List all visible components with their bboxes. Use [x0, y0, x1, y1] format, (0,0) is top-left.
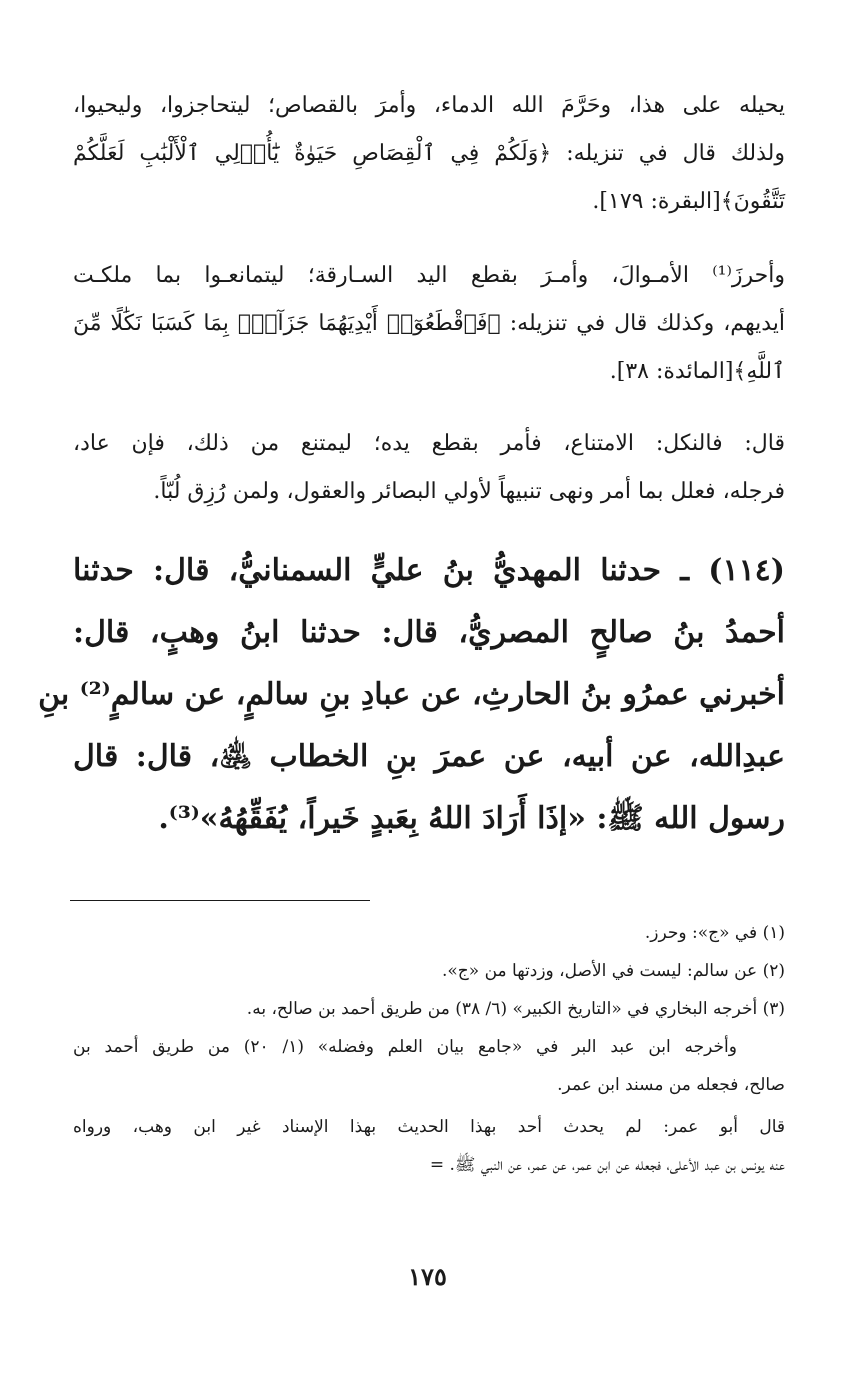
footnotes — [73, 914, 785, 1184]
footnote-note: عنه يونس بن عبد الأعلى، فجعله عن ابن عمر، عن عمر، عن النبي ﷺ. = — [429, 1155, 785, 1175]
footnote-3-continuation: وأخرجه ابن عبد البر في «جامع بيان العلم وفضله» (١/ ٢٠) من طريق أحمد بن — [73, 1037, 737, 1057]
hadith-line: أحمدُ بنُ صالحٍ المصريُّ، قال: حدثنا ابنُ وهبٍ، قال: — [73, 615, 785, 650]
text-line: تَتَّقُونَ﴾[البقرة: ١٧٩]. — [592, 189, 785, 214]
footnote-2: (٢) عن سالم: ليست في الأصل، وزدتها من «ج». — [441, 961, 785, 981]
paragraph-theft — [73, 252, 785, 396]
text-line: فرجله، فعلل بما أمر ونهى تنبيهاً لأولي البصائر والعقول، ولمن رُزِق لُبّاً. — [153, 479, 785, 504]
footnote-3: (٣) أخرجه البخاري في «التاريخ الكبير» (٦/ ٣٨) من طريق أحمد بن صالح، به. — [246, 999, 785, 1019]
hadith-114 — [38, 540, 785, 850]
footnote-separator — [70, 900, 370, 901]
hadith-line: رسول الله ﷺ: «إذَا أَرَادَ اللهُ بِعَبدٍ خَيراً، يُفَقِّهُهُ»⁽³⁾. — [158, 801, 785, 836]
footnote-1: (١) في «ج»: وحرز. — [644, 923, 785, 943]
page-number: ١٧٥ — [408, 1262, 447, 1291]
text-line: ولذلك قال في تنزيله: ﴿وَلَكُمْ فِي ٱلْقِصَاصِ حَيَوٰةٌ يَٰٓأُو۟لِي ٱلْأَلْبَٰبِ لَعَلَّكُمْ — [73, 141, 785, 166]
text-line: وأحرزَ⁽¹⁾ الأمـوالَ، وأمـرَ بقطع اليد السـارقة؛ ليتمانعـوا بما ملكـت — [73, 263, 785, 288]
hadith-line: عبدِالله، عن أبيه، عن عمرَ بنِ الخطاب ﵁، قال: قال — [73, 739, 785, 774]
text-line: أيديهم، وكذلك قال في تنزيله: ﴿فَٱقْطَعُوٓا۟ أَيْدِيَهُمَا جَزَآءًۢ بِمَا كَسَبَا نَكَٰلًا مِّنَ — [73, 311, 785, 336]
text-line: ٱللَّهِ﴾[المائدة: ٣٨]. — [609, 359, 785, 384]
hadith-line: أخبرني عمرُو بنُ الحارثِ، عن عبادِ بنِ سالمٍ، عن سالمٍ⁽²⁾ بنِ — [38, 677, 785, 712]
footnote-note: قال أبو عمر: لم يحدث أحد بهذا الحديث بهذا الإسناد غير ابن وهب، ورواه — [73, 1117, 785, 1137]
text-line: قال: فالنكل: الامتناع، فأمر بقطع يده؛ ليمتنع من ذلك، فإن عاد، — [73, 431, 785, 456]
text-line: يحيله على هذا، وحَرَّمَ الله الدماء، وأمرَ بالقصاص؛ ليتحاجزوا، وليحيوا، — [73, 93, 785, 118]
footnote-3-continuation: صالح، فجعله من مسند ابن عمر. — [557, 1075, 785, 1095]
hadith-line: (١١٤) ـ حدثنا المهديُّ بنُ عليٍّ السمنانيُّ، قال: حدثنا — [73, 553, 785, 588]
paragraph-qisas — [73, 82, 785, 226]
paragraph-nakal — [73, 420, 785, 516]
